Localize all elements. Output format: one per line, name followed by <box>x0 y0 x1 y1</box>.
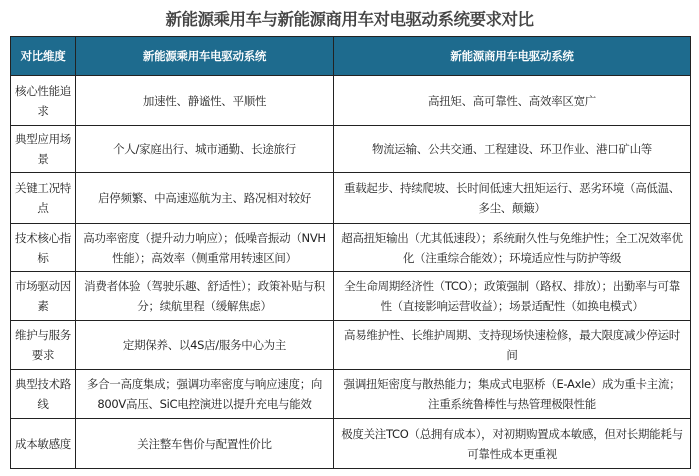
passenger-cell: 加速性、静谧性、平顺性 <box>76 76 334 126</box>
commercial-cell: 超高扭矩输出（尤其低速段）；系统耐久性与免维护性；全工况效率优化（注重综合能效）；环境适应性与防护等级 <box>334 224 691 272</box>
dimension-cell: 成本敏感度 <box>11 419 76 469</box>
header-passenger: 新能源乘用车电驱动系统 <box>76 37 334 76</box>
commercial-cell: 高易维护性、长维护周期、支持现场快速检修，最大限度减少停运时间 <box>334 321 691 370</box>
comparison-table <box>10 36 691 469</box>
passenger-cell: 多合一高度集成；强调功率密度与响应速度；向800V高压、SiC电控演进以提升充电与能效 <box>76 370 334 419</box>
dimension-cell: 典型应用场景 <box>11 126 76 173</box>
table-row <box>11 224 691 272</box>
table-row <box>11 370 691 419</box>
header-commercial: 新能源商用车电驱动系统 <box>334 37 691 76</box>
commercial-cell: 重载起步、持续爬坡、长时间低速大扭矩运行、恶劣环境（高低温、多尘、颠簸） <box>334 173 691 224</box>
dimension-cell: 典型技术路线 <box>11 370 76 419</box>
passenger-cell: 高功率密度（提升动力响应）；低噪音振动（NVH性能）；高效率（侧重常用转速区间） <box>76 224 334 272</box>
passenger-cell: 个人/家庭出行、城市通勤、长途旅行 <box>76 126 334 173</box>
dimension-cell: 维护与服务要求 <box>11 321 76 370</box>
dimension-cell: 技术核心指标 <box>11 224 76 272</box>
table-row <box>11 419 691 469</box>
commercial-cell: 强调扭矩密度与散热能力；集成式电驱桥（E-Axle）成为重卡主流；注重系统鲁棒性与热管理极限性能 <box>334 370 691 419</box>
dimension-cell: 核心性能追求 <box>11 76 76 126</box>
dimension-cell: 关键工况特点 <box>11 173 76 224</box>
page-title: 新能源乘用车与新能源商用车对电驱动系统要求对比 <box>165 10 534 29</box>
header-dimension: 对比维度 <box>11 37 76 76</box>
commercial-cell: 极度关注TCO（总拥有成本），对初期购置成本敏感，但对长期能耗与可靠性成本更重视 <box>334 419 691 469</box>
commercial-cell: 物流运输、公共交通、工程建设、环卫作业、港口矿山等 <box>334 126 691 173</box>
commercial-cell: 高扭矩、高可靠性、高效率区宽广 <box>334 76 691 126</box>
passenger-cell: 消费者体验（驾驶乐趣、舒适性）；政策补贴与积分；续航里程（缓解焦虑） <box>76 272 334 321</box>
table-row <box>11 76 691 126</box>
passenger-cell: 关注整车售价与配置性价比 <box>76 419 334 469</box>
table-row <box>11 272 691 321</box>
table-row <box>11 126 691 173</box>
dimension-cell: 市场驱动因素 <box>11 272 76 321</box>
passenger-cell: 启停频繁、中高速巡航为主、路况相对较好 <box>76 173 334 224</box>
table-row <box>11 321 691 370</box>
commercial-cell: 全生命周期经济性（TCO）；政策强制（路权、排放）；出勤率与可靠性（直接影响运营收益）；场景适配性（如换电模式） <box>334 272 691 321</box>
table-row <box>11 173 691 224</box>
passenger-cell: 定期保养、以4S店/服务中心为主 <box>76 321 334 370</box>
table-header-row <box>11 37 691 76</box>
